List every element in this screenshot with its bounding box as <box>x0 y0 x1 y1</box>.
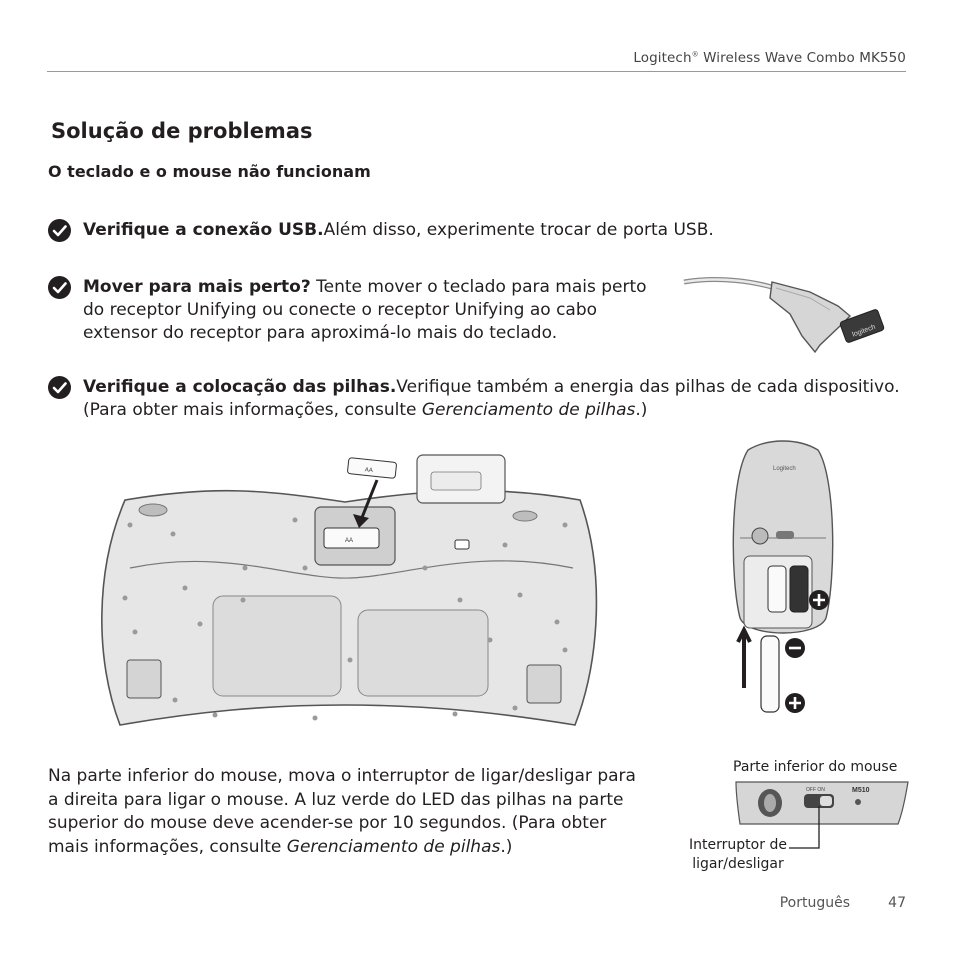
check-line: Tente mover o teclado para mais perto <box>310 277 647 297</box>
checkmark-icon <box>48 219 71 242</box>
check-line: Verifique também a energia das pilhas de cada dispositivo. <box>396 377 900 397</box>
check-bold: Verifique a colocação das pilhas. <box>83 377 397 397</box>
mouse-bottom-caption: Parte inferior do mouse <box>733 759 898 775</box>
check-text <box>83 276 647 345</box>
check-line: extensor do receptor para aproximá-lo mais do teclado. <box>83 323 558 343</box>
checkmark-icon <box>48 376 71 399</box>
battery-label: AA <box>364 467 374 475</box>
switch-off-on-text: OFF ON <box>806 787 825 793</box>
keyboard-bottom-illustration <box>95 450 600 750</box>
mouse-logo-text: Logitech <box>773 466 796 472</box>
check-text <box>83 219 714 242</box>
check-line: (Para obter mais informações, consulte <box>83 400 422 420</box>
battery-management-reference: Gerenciamento de pilhas <box>421 400 636 420</box>
check-item-closer <box>48 276 688 346</box>
check-text <box>83 376 900 422</box>
header-product: Wireless Wave Combo MK550 <box>703 50 906 66</box>
mouse-instructions-paragraph <box>48 765 648 859</box>
check-bold: Verifique a conexão USB. <box>83 220 324 240</box>
header-brand: Logitech <box>633 50 692 66</box>
footer-language: Português <box>779 895 850 911</box>
paragraph-line: superior do mouse deve acender-se por 10 segundos. (Para obter <box>48 813 607 833</box>
battery-label: AA <box>345 538 354 544</box>
header-divider <box>47 71 906 72</box>
page-title: Solução de problemas <box>51 119 313 143</box>
receiver-logo-text: logitech <box>851 323 877 339</box>
usb-extender-cable-illustration <box>680 270 895 360</box>
mouse-bottom-illustration <box>728 438 838 718</box>
registered-mark: ® <box>691 50 699 59</box>
check-body: Além disso, experimente trocar de porta USB. <box>323 220 714 240</box>
caption-line: ligar/desligar <box>692 856 784 872</box>
power-switch-caption <box>683 836 793 874</box>
check-item-batteries <box>48 376 928 426</box>
paragraph-line: a direita para ligar o mouse. A luz verde do LED das pilhas na parte <box>48 789 624 810</box>
paragraph-line-end: .) <box>500 836 513 857</box>
caption-line: Interruptor de <box>689 837 787 853</box>
check-item-usb <box>48 219 928 243</box>
check-line: do receptor Unifying ou conecte o receptor Unifying ao cabo <box>83 300 598 320</box>
check-line-end: .) <box>635 400 648 420</box>
checkmark-icon <box>48 276 71 299</box>
page-number: 47 <box>888 895 906 911</box>
paragraph-line: mais informações, consulte <box>48 836 287 857</box>
check-bold: Mover para mais perto? <box>83 277 311 297</box>
battery-management-reference: Gerenciamento de pilhas <box>286 836 501 857</box>
running-header <box>633 50 906 66</box>
section-title: O teclado e o mouse não funcionam <box>48 162 371 181</box>
paragraph-line: Na parte inferior do mouse, mova o interruptor de ligar/desligar para <box>48 766 636 786</box>
mouse-model-text: M510 <box>852 787 870 794</box>
